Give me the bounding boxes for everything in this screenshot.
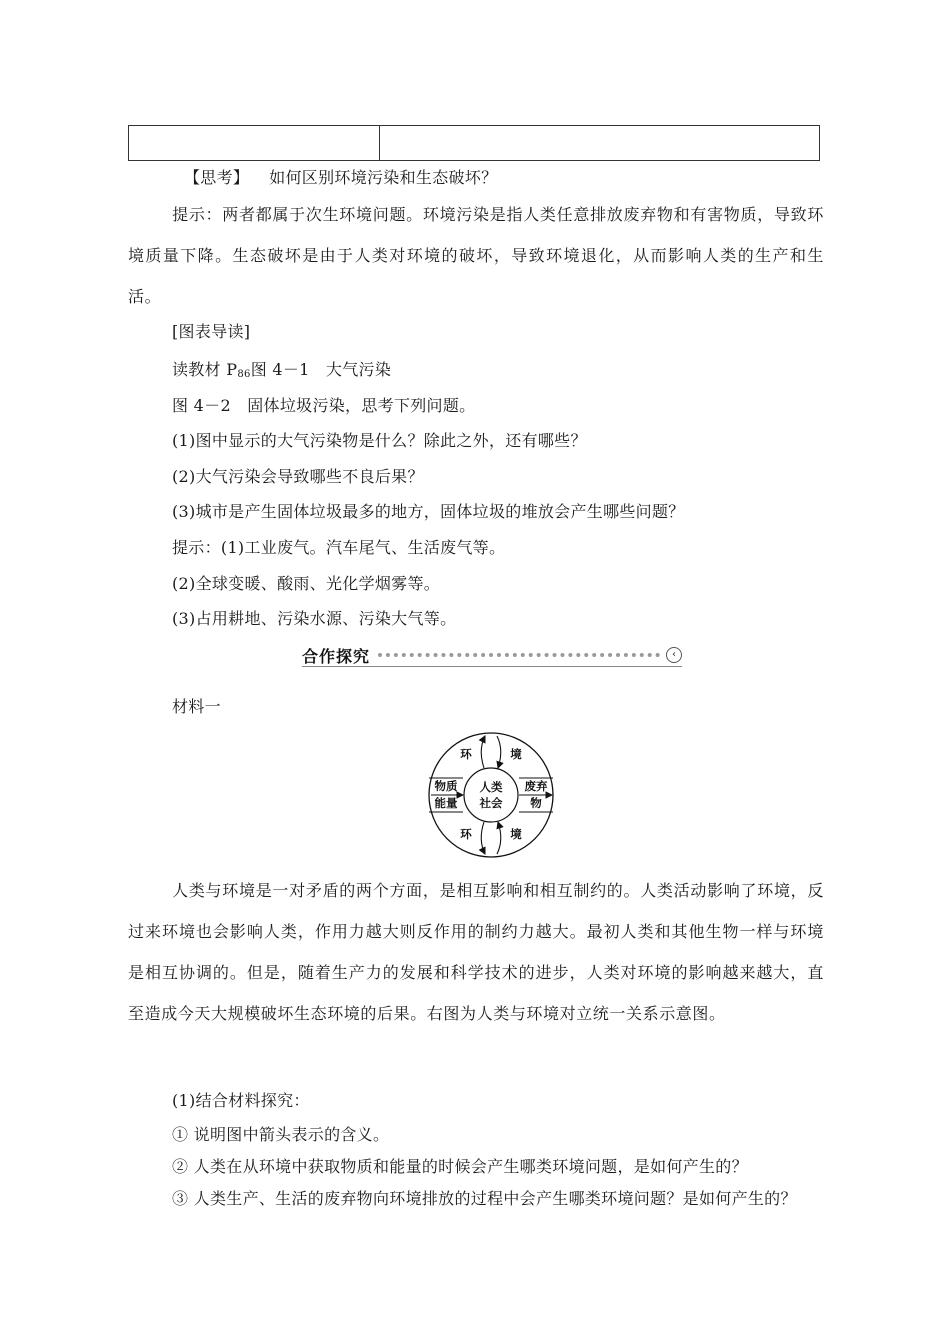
line1-prefix: 读教材 P [172, 360, 238, 379]
think-answer [128, 194, 824, 317]
arrow-bottom-up [497, 822, 501, 854]
question-1: (1)图中显示的大气污染物是什么？除此之外，还有哪些？ [172, 431, 587, 450]
answer-3: (3)占用耕地、污染水源、污染大气等。 [172, 609, 457, 628]
material-paragraph [128, 870, 824, 1034]
inner-circle [464, 768, 518, 822]
label-center-1: 人类 [479, 780, 503, 794]
label-center-2: 社会 [479, 796, 503, 810]
think-question-line [172, 165, 497, 188]
inquiry-item-1: ① 说明图中箭头表示的含义。 [172, 1125, 390, 1144]
answer-2: (2)全球变暖、酸雨、光化学烟雾等。 [172, 574, 441, 593]
think-question: 如何区别环境污染和生态破坏？ [269, 168, 498, 187]
header-table [128, 125, 820, 161]
chevron-left-icon: ‹ [666, 647, 682, 663]
material-paragraph-text: 人类与环境是一对矛盾的两个方面，是相互影响和相互制约的。人类活动影响了环境，反过来环境也会影响人类，作用力越大则反作用的制约力越大。最初人类和其他生物一样与环境是相互协调的。但是，随着生产力的发展和科学技术的进步，人类对环境的影响越来越大，直至造成今天大规模破坏生态环境的后果。右图为人类与环境对立统一关系示意图。 [128, 881, 824, 1023]
think-tag: 【思考】 [184, 168, 250, 187]
question-3: (3)城市是产生固体垃圾最多的地方，固体垃圾的堆放会产生哪些问题？ [172, 502, 685, 521]
label-bottom-right: 境 [510, 827, 522, 841]
think-answer-text: 提示：两者都属于次生环境问题。环境污染是指人类任意排放废弃物和有害物质，导致环境质量下降。生态破坏是由于人类对环境的破坏，导致环境退化，从而影响人类的生产和生活。 [128, 205, 824, 306]
label-right-2: 物 [530, 796, 542, 810]
chart-reading-heading: [图表导读] [172, 322, 251, 341]
section-banner [302, 642, 682, 668]
label-top-left: 环 [460, 747, 472, 761]
arrow-top-up [481, 736, 485, 768]
table-cell-left [129, 126, 380, 160]
banner-dots [378, 653, 660, 657]
label-bottom-left: 环 [460, 827, 472, 841]
section-title: 合作探究 [302, 646, 371, 666]
inquiry-item-2: ② 人类在从环境中获取物质和能量的时候会产生哪类环境问题，是如何产生的？ [172, 1157, 748, 1176]
line1-suffix: 图 4－1 大气污染 [250, 360, 392, 379]
chart-reading-line2: 图 4－2 固体垃圾污染，思考下列问题。 [172, 396, 476, 415]
arrow-top-down [497, 736, 501, 768]
material-label: 材料一 [172, 697, 221, 716]
human-environment-diagram [426, 730, 556, 860]
label-left-1: 物质 [434, 779, 458, 793]
answer-1: 提示：(1)工业废气。汽车尾气、生活废气等。 [172, 538, 506, 557]
inquiry-item-3: ③ 人类生产、生活的废弃物向环境排放的过程中会产生哪类环境问题？是如何产生的？ [172, 1189, 797, 1208]
question-2: (2)大气污染会导致哪些不良后果？ [172, 467, 424, 486]
arrow-bottom-down [481, 822, 485, 854]
inquiry-heading: (1)结合材料探究： [172, 1091, 310, 1110]
chart-reading-line1 [172, 357, 391, 380]
label-left-2: 能量 [434, 796, 458, 810]
banner-underline [302, 666, 682, 667]
table-cell-right [380, 126, 819, 160]
line1-subscript: 86 [237, 369, 251, 380]
label-right-1: 废弃 [524, 779, 548, 793]
label-top-right: 境 [510, 747, 522, 761]
